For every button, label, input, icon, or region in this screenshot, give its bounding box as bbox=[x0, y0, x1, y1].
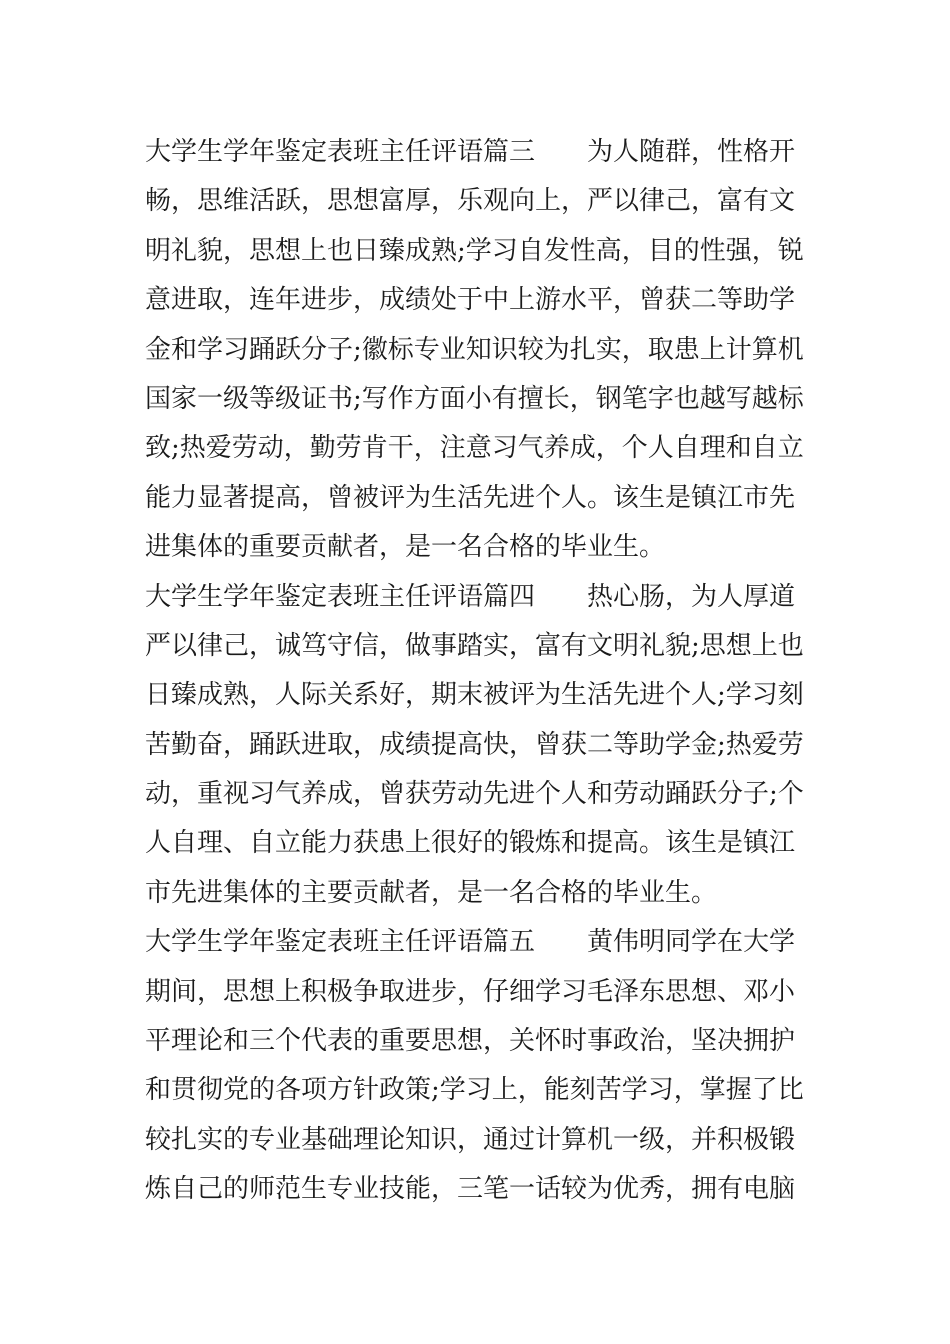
text-line: 动，重视习气养成，曾获劳动先进个人和劳动踊跃分子;个 bbox=[145, 779, 804, 810]
text-line: 大学生学年鉴定表班主任评语篇五 黄伟明同学在大学 bbox=[145, 927, 796, 958]
text-line: 大学生学年鉴定表班主任评语篇四 热心肠，为人厚道 bbox=[145, 581, 796, 612]
text-line: 市先进集体的主要贡献者，是一名合格的毕业生。 bbox=[145, 877, 718, 908]
text-line: 苦勤奋，踊跃进取，成绩提高快，曾获二等助学金;热爱劳 bbox=[145, 729, 804, 760]
text-line: 明礼貌，思想上也日臻成熟;学习自发性高，目的性强，锐 bbox=[145, 235, 804, 266]
text-line: 进集体的重要贡献者，是一名合格的毕业生。 bbox=[145, 532, 666, 563]
text-line: 致;热爱劳动，勤劳肯干，注意习气养成，个人自理和自立 bbox=[145, 433, 804, 464]
text-line: 国家一级等级证书;写作方面小有擅长，钢笔字也越写越标 bbox=[145, 383, 804, 414]
text-line: 畅，思维活跃，思想富厚，乐观向上，严以律己，富有文 bbox=[145, 186, 796, 217]
text-line: 大学生学年鉴定表班主任评语篇三 为人随群，性格开 bbox=[145, 137, 796, 167]
text-line: 平理论和三个代表的重要思想，关怀时事政治，坚决拥护 bbox=[145, 1026, 796, 1057]
text-line: 能力显著提高，曾被评为生活先进个人。该生是镇江市先 bbox=[145, 482, 796, 513]
text-line: 期间，思想上积极争取进步，仔细学习毛泽东思想、邓小 bbox=[145, 976, 796, 1007]
document-body bbox=[145, 128, 810, 1215]
text-line: 较扎实的专业基础理论知识，通过计算机一级，并积极锻 bbox=[145, 1124, 796, 1155]
text-line: 人自理、自立能力获患上很好的锻炼和提高。该生是镇江 bbox=[145, 828, 796, 859]
text-line: 严以律己，诚笃守信，做事踏实，富有文明礼貌;思想上也 bbox=[145, 630, 804, 661]
text-line: 金和学习踊跃分子;徽标专业知识较为扎实，取患上计算机 bbox=[145, 334, 804, 365]
text-line: 日臻成熟，人际关系好，期末被评为生活先进个人;学习刻 bbox=[145, 680, 804, 711]
text-line: 炼自己的师范生专业技能，三笔一话较为优秀，拥有电脑 bbox=[145, 1174, 796, 1205]
text-line: 和贯彻党的各项方针政策;学习上，能刻苦学习，掌握了比 bbox=[145, 1075, 804, 1106]
text-line: 意进取，连年进步，成绩处于中上游水平，曾获二等助学 bbox=[145, 285, 796, 316]
